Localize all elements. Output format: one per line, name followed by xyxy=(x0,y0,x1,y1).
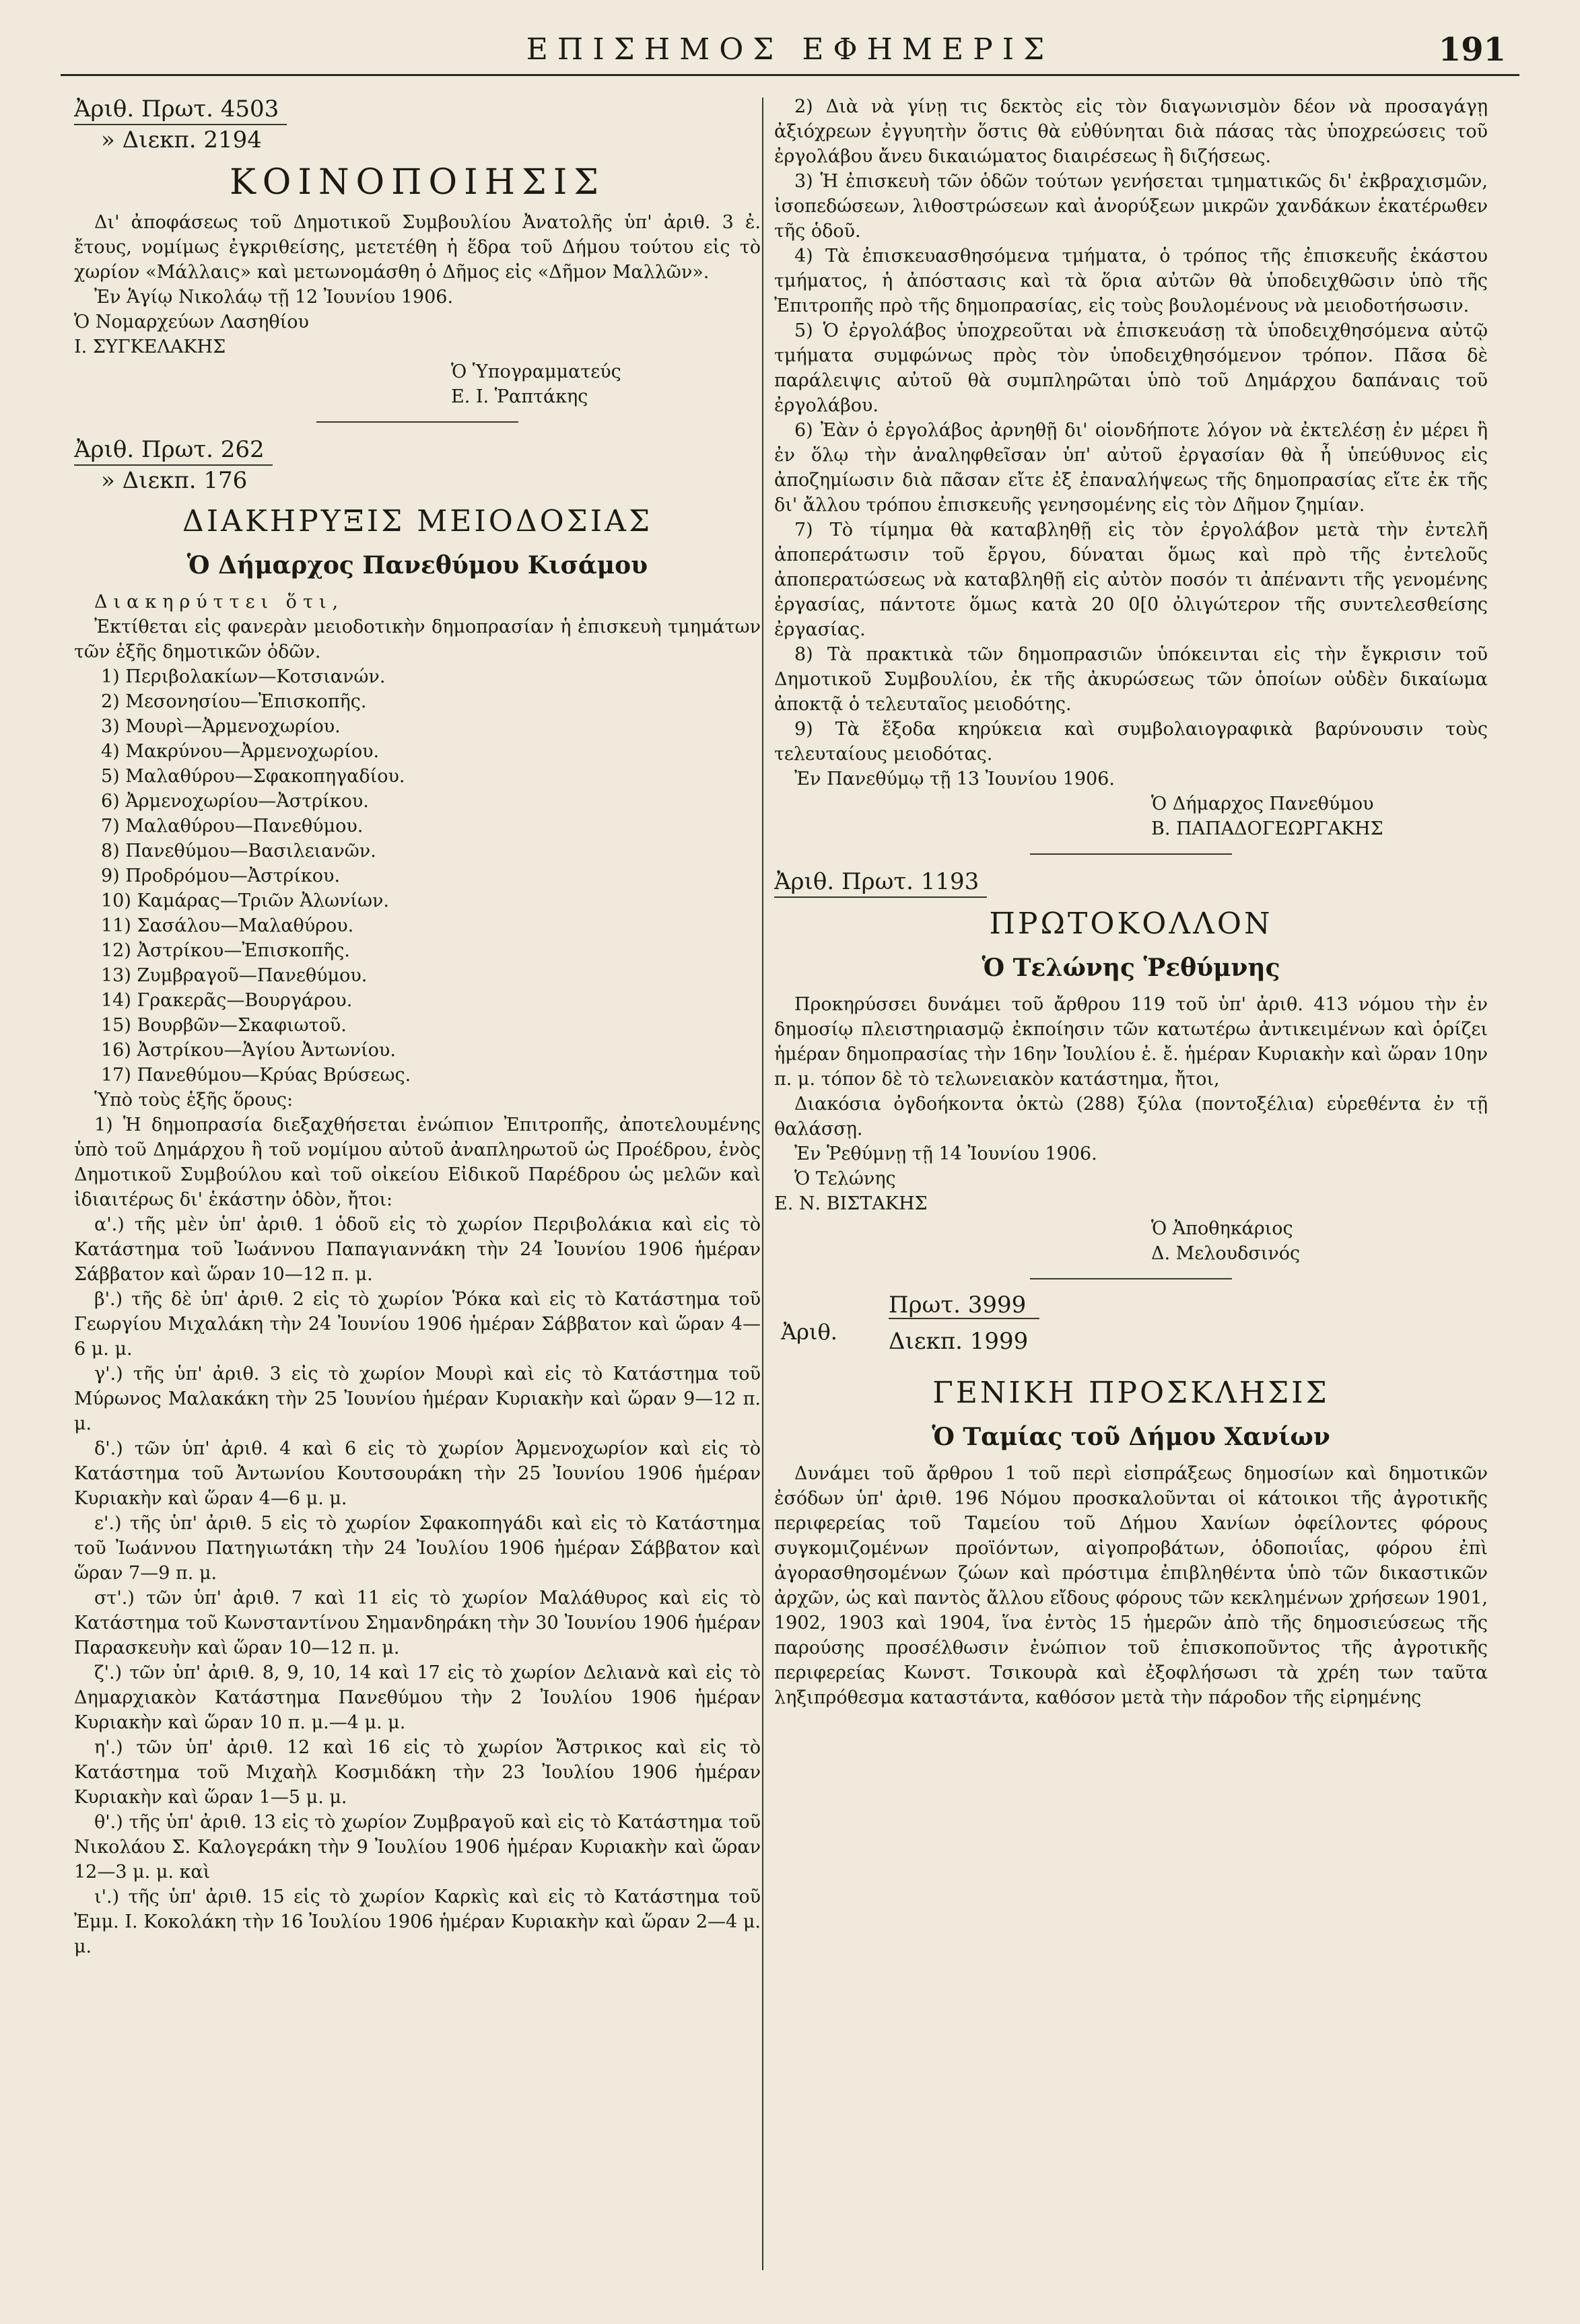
announces-line: Διακηρύττει ὅτι, xyxy=(94,592,345,612)
road-item: 1) Περιβολακίων—Κοτσιανών. xyxy=(101,666,386,687)
road-item: 15) Βουρβῶν—Σκαφιωτοῦ. xyxy=(101,1015,347,1036)
road-item: 13) Ζυμβραγοῦ—Πανεθύμου. xyxy=(101,965,368,986)
notice-koinopoiisis xyxy=(74,94,761,423)
schedule-paragraph: θ'.) τῆς ὑπ' ἀριθ. 13 εἰς τὸ χωρίον Ζυμβραγοῦ καὶ εἰς τὸ Κατάστημα τοῦ Νικολάου Σ. Καλογεράκη τὴν 9 Ἰουλίου 1906 ἡμέραν Κυριακὴν καὶ ὥραν 12—3 μ. μ. καὶ xyxy=(74,1812,761,1882)
schedule-paragraph: στ'.) τῶν ὑπ' ἀριθ. 7 καὶ 11 εἰς τὸ χωρίον Μαλάθυρος καὶ εἰς τὸ Κατάστημα τοῦ Κωνσταντίνου Σημανδηράκη τὴν 30 Ἰουνίου 1906 ἡμέραν Παρασκευὴν καὶ ὥραν 10—12 π. μ. xyxy=(74,1588,761,1658)
notice-intro: Ἐκτίθεται εἰς φανερὰν μειοδοτικὴν δημοπρασίαν ἡ ἐπισκευὴ τμημάτων τῶν ἑξῆς δημοτικῶν ὁδῶν. xyxy=(74,617,761,662)
arith-label: Ἀριθ. xyxy=(781,1319,837,1345)
signatory-name: Β. ΠΑΠΑΔΟΓΕΩΡΓΑΚΗΣ xyxy=(1151,818,1383,839)
terms-intro: Ὑπὸ τοὺς ἑξῆς ὅρους: xyxy=(94,1090,294,1111)
term-paragraph: 9) Τὰ ἔξοδα κηρύκεια καὶ συμβολαιογραφικὰ βαρύνουσιν τοὺς τελευταίους μειοδότας. xyxy=(774,719,1488,765)
schedule-paragraph: α'.) τῆς μὲν ὑπ' ἀριθ. 1 ὁδοῦ εἰς τὸ χωρίον Περιβολάκια καὶ εἰς τὸ Κατάστημα τοῦ Ἰωάννου Παπαγιαννάκη τὴν 24 Ἰουνίου 1906 ἡμέραν Σάββατον καὶ ὥραν 10—12 π. μ. xyxy=(74,1214,761,1285)
gazette-title: ΕΠΙΣΗΜΟΣ ΕΦΗΜΕΡΙΣ xyxy=(526,32,1054,67)
cosignatory-name: Δ. Μελουδσινός xyxy=(1151,1243,1301,1264)
schedule-paragraph: δ'.) τῶν ὑπ' ἀριθ. 4 καὶ 6 εἰς τὸ χωρίον Ἀρμενοχωρίον καὶ εἰς τὸ Κατάστημα τοῦ Ἀντωνίου Κουτσουράκη τὴν 25 Ἰουνίου 1906 ἡμέραν Κυριακὴν καὶ ὥραν 4—6 μ. μ. xyxy=(74,1438,761,1509)
dispatch-number: » Διεκπ. 2194 xyxy=(101,127,262,153)
schedule-paragraph: η'.) τῶν ὑπ' ἀριθ. 12 καὶ 16 εἰς τὸ χωρίον Ἄστρικος καὶ εἰς τὸ Κατάστημα τοῦ Μιχαὴλ Κοσμιδάκη τὴν 23 Ἰουλίου 1906 ἡμέραν Κυριακὴν καὶ ὥραν 1—5 μ. μ. xyxy=(74,1737,761,1808)
road-item: 7) Μαλαθύρου—Πανεθύμου. xyxy=(101,816,364,837)
road-item: 12) Ἀστρίκου—Ἐπισκοπῆς. xyxy=(101,940,350,961)
column-divider xyxy=(762,98,763,2270)
schedule-paragraph: β'.) τῆς δὲ ὑπ' ἀριθ. 2 εἰς τὸ χωρίον Ῥόκα καὶ εἰς τὸ Κατάστημα τοῦ Γεωργίου Μιχαλάκη τὴν 24 Ἰουνίου 1906 ἡμέραν Σάββατον καὶ ὥραν 4—6 μ. μ. xyxy=(74,1289,761,1360)
notice-subheading: Ὁ Ταμίας τοῦ Δήμου Χανίων xyxy=(932,1423,1330,1451)
notice-heading: ΓΕΝΙΚΗ ΠΡΟΣΚΛΗΣΙΣ xyxy=(932,1376,1330,1410)
term-paragraph: 6) Ἐὰν ὁ ἐργολάβος ἀρνηθῇ δι' οἱονδήποτε λόγον νὰ ἐκτελέσῃ ἐν μέρει ἢ ἐν ὅλῳ τὴν ἀναληφθεῖσαν ὑπ' αὐτοῦ ἐργασίαν θὰ ἦ ὑπεύθυνος εἰς ἀποζημίωσιν διὰ πᾶσαν εἴτε ἐξ ἐπαναλήψεως τῆς δημοπρασίας εἴτε ἐκ τῆς δι' ἄλλου τρόπου ἐπισκευῆς γενησομένης εἰς τὸν Δῆμον ζημίαν. xyxy=(774,420,1488,516)
notice-body: Δυνάμει τοῦ ἄρθρου 1 τοῦ περὶ εἰσπράξεως δημοσίων καὶ δημοτικῶν ἐσόδων ὑπ' ἀριθ. 196 Νόμου προσκαλοῦνται οἱ κάτοικοι τῆς ἀγροτικῆς περιφερείας τοῦ Ταμείου τοῦ Δήμου Χανίων ὀφείλοντες φόρους συγκομιζομένων προϊόντων, αἰγοπροβάτων, ὁδοποιΐας, φόρου ἐπὶ ἀγορασθησομένων ζώων καὶ πρόστιμα ἐπιβληθέντα ὑπὸ τῶν δικαστικῶν ἀρχῶν, ὡς καὶ παντὸς ἄλλου εἴδους φόρους τῶν κεκλημένων χρήσεων 1901, 1902, 1903 καὶ 1904, ἵνα ἐντὸς 15 ἡμερῶν ἀπὸ τῆς δημοσιεύσεως τῆς παρούσης προσέλθωσιν ἐνώπιον τοῦ ἐπισκοποῦντος τῆς ἀγροτικῆς περιφερείας Κωνστ. Τσικουρὰ καὶ ἐξοφλήσωσι τὰ χρέη των ταῦτα ληξιπρόθεσμα καταστάντα, καθόσον μετὰ τὴν πάροδον τῆς εἰρημένης xyxy=(774,1463,1488,1708)
notice-subheading: Ὁ Δήμαρχος Πανεθύμου Κισάμου xyxy=(186,551,648,579)
term-paragraph: 4) Τὰ ἐπισκευασθησόμενα τμήματα, ὁ τρόπος τῆς ἐπισκευῆς ἑκάστου τμήματος, ἡ ἀπόστασις καὶ τὰ ὅρια αὐτῶν θὰ ὑποδειχθῶσιν ὑπὸ τῆς Ἐπιτροπῆς πρὸ τῆς δημοπρασίας, εἰς τοὺς βουλομένους νὰ μειοδοτήσωσιν. xyxy=(774,246,1488,316)
cosignatory-title: Ὁ Ὑπογραμματεύς xyxy=(451,361,621,382)
protocol-number: Ἀριθ. Πρωτ. 1193 xyxy=(774,867,987,898)
right-column xyxy=(774,94,1488,2284)
notice-heading: ΔΙΑΚΗΡΥΞΙΣ ΜΕΙΟΔΟΣΙΑΣ xyxy=(182,504,653,538)
section-divider xyxy=(1030,853,1232,855)
signatory-title: Ὁ Νομαρχεύων Λασηθίου xyxy=(74,312,309,332)
section-divider xyxy=(316,421,518,423)
road-item: 17) Πανεθύμου—Κρύας Βρύσεως. xyxy=(101,1065,411,1086)
protocol-number: Ἀριθ. Πρωτ. 4503 xyxy=(74,94,287,125)
road-item: 2) Μεσονησίου—Ἐπισκοπῆς. xyxy=(101,691,367,712)
road-item: 9) Προδρόμου—Ἀστρίκου. xyxy=(101,866,341,886)
auction-item: Διακόσια ὀγδοήκοντα ὀκτὼ (288) ξύλα (ποντοξέλια) εὑρεθέντα ἐν τῇ θαλάσσῃ. xyxy=(774,1094,1488,1139)
notice-body: Προκηρύσσει δυνάμει τοῦ ἄρθρου 119 τοῦ ὑπ' ἀριθ. 413 νόμου τὴν ἐν δημοσίῳ πλειστηριασμῷ ἐκποίησιν τῶν κατωτέρω ἀντικειμένων καὶ ὁρίζει ἡμέραν δημοπρασίας τὴν 16ην Ἰουλίου ἐ. ἔ. ἡμέραν Κυριακὴν καὶ ὥραν 10ην π. μ. τόπον δὲ τὸ τελωνειακὸν κατάστημα, ἤτοι, xyxy=(774,994,1488,1090)
notice-body: Δι' ἀποφάσεως τοῦ Δημοτικοῦ Συμβουλίου Ἀνατολῆς ὑπ' ἀριθ. 3 ἐ. ἔτους, νομίμως ἐγκριθείσης, μετετέθη ἡ ἕδρα τοῦ Δήμου τούτου εἰς τὸ χωρίον «Μάλλαις» καὶ μετωνομάσθη ὁ Δῆμος εἰς «Δῆμον Μαλλῶν». xyxy=(74,212,761,283)
dispatch-number: » Διεκπ. 176 xyxy=(101,467,248,494)
road-item: 5) Μαλαθύρου—Σφακοπηγαδίου. xyxy=(101,766,405,787)
place-date: Ἐν Ἁγίῳ Νικολάῳ τῇ 12 Ἰουνίου 1906. xyxy=(94,287,454,308)
notice-diakiryxis xyxy=(74,435,761,1959)
road-item: 4) Μακρύνου—Ἀρμενοχωρίου. xyxy=(101,741,380,762)
place-date: Ἐν Πανεθύμῳ τῇ 13 Ἰουνίου 1906. xyxy=(794,769,1115,789)
road-item: 16) Ἀστρίκου—Ἁγίου Ἀντωνίου. xyxy=(101,1040,396,1061)
term-paragraph: 3) Ἡ ἐπισκευὴ τῶν ὁδῶν τούτων γενήσεται τμηματικῶς δι' ἐκβραχισμῶν, ἰσοπεδώσεων, λιθοστρώσεων καὶ ἀνορύξεων μικρῶν χανδάκων ἑκατέρωθεν τῆς ὁδοῦ. xyxy=(774,171,1488,242)
term-paragraph: 5) Ὁ ἐργολάβος ὑποχρεοῦται νὰ ἐπισκευάσῃ τὰ ὑποδειχθησόμενα αὐτῷ τμήματα συμφώνως πρὸς τὸν ὑποδειχθησόμενον τρόπον. Πᾶσα δὲ παράλειψις αὐτοῦ θὰ συμπληρῶται ὑπὸ τοῦ Δημάρχου δαπάναις τοῦ ἐργολάβου. xyxy=(774,320,1488,416)
schedule-paragraph: ι'.) τῆς ὑπ' ἀριθ. 15 εἰς τὸ χωρίον Καρκὶς καὶ εἰς τὸ Κατάστημα τοῦ Ἐμμ. Ι. Κοκολάκη τὴν 16 Ἰουλίου 1906 ἡμέραν Κυριακὴν καὶ ὥραν 2—4 μ. μ. xyxy=(74,1887,761,1957)
notice-heading: ΚΟΙΝΟΠΟΙΗΣΙΣ xyxy=(229,162,606,203)
notice-protokollon xyxy=(774,867,1488,1279)
notice-heading: ΠΡΩΤΟΚΟΛΛΟΝ xyxy=(989,907,1273,941)
masthead xyxy=(61,27,1519,76)
reference-block xyxy=(774,1293,1488,1367)
term-paragraph: 8) Τὰ πρακτικὰ τῶν δημοπρασιῶν ὑπόκεινται εἰς τὴν ἔγκρισιν τοῦ Δημοτικοῦ Συμβουλίου, ἐκ τῆς ἀκυρώσεως τῶν ὁποίων οὐδὲν δικαίωμα ἀποκτᾷ ὁ τελευταῖος μειοδότης. xyxy=(774,644,1488,715)
left-column xyxy=(74,94,761,2284)
term-paragraph: 1) Ἡ δημοπρασία διεξαχθήσεται ἐνώπιον Ἐπιτροπῆς, ἀποτελουμένης ὑπὸ τοῦ Δημάρχου ἢ τοῦ νομίμου αὐτοῦ ἀναπληρωτοῦ ὡς Προέδρου, ἑνὸς Δημοτικοῦ Συμβούλου καὶ τοῦ οἰκείου Εἰδικοῦ Παρέδρου ὡς μελῶν καὶ ἰδιαιτέρως δι' ἑκάστην ὁδὸν, ἤτοι: xyxy=(74,1115,761,1210)
protocol-number: Ἀριθ. Πρωτ. 262 xyxy=(74,435,273,466)
signatory-title: Ὁ Τελώνης xyxy=(794,1168,896,1189)
term-paragraph: 2) Διὰ νὰ γίνῃ τις δεκτὸς εἰς τὸν διαγωνισμὸν δέον νὰ προσαγάγῃ ἀξιόχρεων ἐγγυητὴν ὅστις θὰ εὐθύνηται διὰ πάσας τὰς ὑποχρεώσεις τοῦ ἐργολάβου ἄνευ δικαιώματος διαιρέσεως ἢ διζήσεως. xyxy=(774,96,1488,167)
roads-list xyxy=(74,664,761,1088)
section-divider xyxy=(1030,1278,1232,1279)
road-item: 3) Μουρὶ—Ἀρμενοχωρίου. xyxy=(101,716,341,737)
page-number: 191 xyxy=(1438,31,1506,69)
road-item: 14) Γρακερᾶς—Βουργάρου. xyxy=(101,990,353,1011)
schedule-paragraph: γ'.) τῆς ὑπ' ἀριθ. 3 εἰς τὸ χωρίον Μουρὶ καὶ εἰς τὸ Κατάστημα τοῦ Μύρωνος Μαλακάκη τὴν 25 Ἰουνίου ἡμέραν Κυριακὴν καὶ ὥραν 9—12 π. μ. xyxy=(74,1364,761,1434)
dispatch-number: Διεκπ. 1999 xyxy=(889,1328,1029,1355)
notice-geniki-prosklisis xyxy=(774,1293,1488,1710)
cosignatory-title: Ὁ Ἀποθηκάριος xyxy=(1151,1218,1293,1239)
road-item: 8) Πανεθύμου—Βασιλειανῶν. xyxy=(101,841,376,861)
protocol-number: Πρωτ. 3999 xyxy=(889,1293,1039,1319)
place-date: Ἐν Ῥεθύμνῃ τῇ 14 Ἰουνίου 1906. xyxy=(794,1143,1097,1164)
road-item: 6) Ἀρμενοχωρίου—Ἀστρίκου. xyxy=(101,791,369,812)
signatory-name: Ι. ΣΥΓΚΕΛΑΚΗΣ xyxy=(74,337,226,357)
road-item: 11) Σασάλου—Μαλαθύρου. xyxy=(101,915,354,936)
schedule-paragraph: ε'.) τῆς ὑπ' ἀριθ. 5 εἰς τὸ χωρίον Σφακοπηγάδι καὶ εἰς τὸ Κατάστημα τοῦ Ἰωάννου Πατηγιωτάκη τὴν 24 Ἰουλίου 1906 ἡμέραν Σάββατον καὶ ὥραν 7—9 π. μ. xyxy=(74,1513,761,1584)
signatory-name: Ε. Ν. ΒΙΣΤΑΚΗΣ xyxy=(774,1193,928,1214)
road-item: 10) Καμάρας—Τριῶν Ἀλωνίων. xyxy=(101,890,390,911)
term-paragraph: 7) Τὸ τίμημα θὰ καταβληθῇ εἰς τὸν ἐργολάβον μετὰ τὴν ἐντελῆ ἀποπεράτωσιν τοῦ ἔργου, δύναται ὅμως καὶ πρὸ τῆς ἐντελοῦς ἀποπερατώσεως νὰ καταβληθῇ εἰς αὐτὸν ποσόν τι ἀπέναντι τῆς γενομένης ἐργασίας, πάντοτε ὅμως κατὰ 20 0[0 ὀλιγώτερον τῆς συντελεσθείσης ἐργασίας. xyxy=(774,520,1488,640)
diakiryxis-continued xyxy=(774,94,1488,855)
cosignatory-name: Ε. Ι. Ῥαπτάκης xyxy=(451,386,588,407)
schedule-paragraph: ζ'.) τῶν ὑπ' ἀριθ. 8, 9, 10, 14 καὶ 17 εἰς τὸ χωρίον Δελιανὰ καὶ εἰς τὸ Δημαρχιακὸν Κατάστημα Πανεθύμου τὴν 2 Ἰουλίου 1906 ἡμέραν Κυριακὴν καὶ ὥραν 10 π. μ.—4 μ. μ. xyxy=(74,1662,761,1733)
notice-subheading: Ὁ Τελώνης Ῥεθύμνης xyxy=(982,954,1280,982)
signatory-title: Ὁ Δήμαρχος Πανεθύμου xyxy=(1151,794,1374,814)
